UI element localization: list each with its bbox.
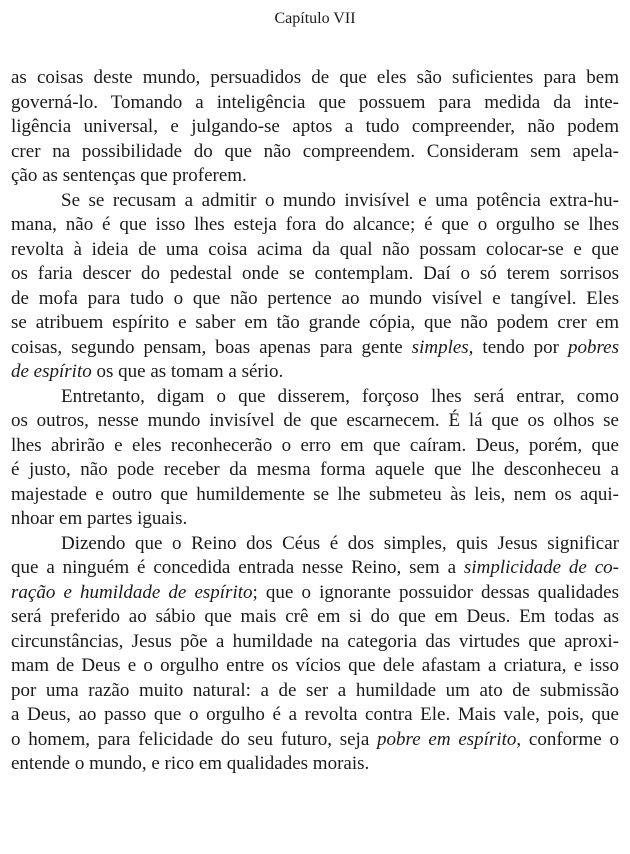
text-line [11,213,619,238]
text-line [11,630,619,655]
italic-segment: ração e humildade de espírito [11,581,253,603]
line-segment: o homem, para felicidade do seu futuro, seja [11,728,378,750]
text-line [11,483,619,508]
line-segment: as coisas deste mundo, persuadidos de que eles são suficientes para bem [11,67,619,88]
line-segment: ção as sentenças que proferem. [11,165,247,186]
line-segment: mam de Deus e o orgulho entre os vícios que dele afastam a criatura, e isso [11,655,619,676]
italic-segment: simplicidade de co- [463,557,619,578]
line-segment: , conforme o [516,728,619,750]
text-line [11,605,619,630]
text-line [11,262,619,287]
text-line [11,385,619,410]
text-line [11,91,619,116]
italic-segment: pobre em espírito [377,728,517,750]
text-line [11,532,619,557]
text-line [11,679,619,704]
text-line [11,311,619,336]
line-segment: será preferido ao sábio que mais crê em si do que em Deus. Em todas as [11,606,619,627]
italic-segment: simples [411,336,469,358]
line-segment: entende o mundo, e rico em qualidades morais. [11,753,370,774]
text-line [11,581,619,606]
running-head: Capítulo VII [274,10,356,27]
text-line [11,189,619,214]
text-line [11,360,619,385]
line-segment: os faria descer do pedestal onde se contemplam. Daí o só terem sorrisos [11,263,619,284]
line-segment: é justo, não pode receber da mesma forma aquele que lhe desconheceu a [11,459,619,480]
line-segment: Entretanto, digam o que disserem, forçoso lhes será entrar, como [61,385,619,407]
line-segment: ligência universal, e julgando-se aptos a tudo compreender, não podem [11,116,619,137]
line-segment: os outros, nesse mundo invisível de que escarnecem. É lá que os olhos se [11,410,619,431]
text-line [11,287,619,312]
text-line [11,336,619,361]
line-segment: por uma razão muito natural: a de ser a humildade um ato de submissão [11,679,619,701]
line-segment: se atribuem espírito e saber em tão grande cópia, que não podem crer em [11,312,619,333]
line-segment: coisas, segundo pensam, boas apenas para gente [11,336,412,358]
line-segment: de mofa para tudo o que não pertence ao mundo visível e tangível. Eles [11,287,619,309]
text-line [11,507,619,532]
italic-segment: de espírito [11,361,92,382]
text-line [11,654,619,679]
line-segment: revolta à ideia de uma coisa acima da qual não possam colocar-se e que [11,238,619,260]
line-segment: circunstâncias, Jesus põe a humildade na categoria das virtudes que aproxi- [11,630,619,652]
text-line [11,703,619,728]
text-line [11,458,619,483]
text-line [11,238,619,263]
line-segment: a Deus, ao passo que o orgulho é a revolta contra Ele. Mais vale, pois, que [11,704,619,725]
text-line [11,164,619,189]
text-line [11,728,619,753]
line-segment: Se se recusam a admitir o mundo invisível e uma potência extra-hu- [61,189,619,211]
line-segment: que a ninguém é concedida entrada nesse Reino, sem a [11,557,464,578]
line-segment: governá-lo. Tomando a inteligência que possuem para medida da inte- [11,91,619,113]
text-line [11,66,619,91]
body-text [11,66,619,777]
text-line [11,752,619,777]
line-segment: lhes abrirão e eles reconhecerão o erro em que caíram. Deus, porém, que [11,434,619,456]
text-line [11,434,619,459]
line-segment: ; que o ignorante possuidor dessas qualidades [252,581,619,603]
text-line [11,409,619,434]
text-line [11,556,619,581]
line-segment: majestade e outro que humildemente se lhe submeteu às leis, nem os aqui- [11,483,619,505]
text-line [11,140,619,165]
line-segment: nhoar em partes iguais. [11,508,188,529]
italic-segment: pobres [567,336,619,358]
line-segment: Dizendo que o Reino dos Céus é dos simples, quis Jesus significar [61,532,619,554]
line-segment: , tendo por [468,336,568,358]
line-segment: os que as tomam a sério. [91,361,284,382]
line-segment: crer na possibilidade do que não compreendem. Consideram sem apela- [11,140,619,162]
line-segment: mana, não é que isso lhes esteja fora do alcance; é que o orgulho se lhes [11,214,619,235]
text-line [11,115,619,140]
